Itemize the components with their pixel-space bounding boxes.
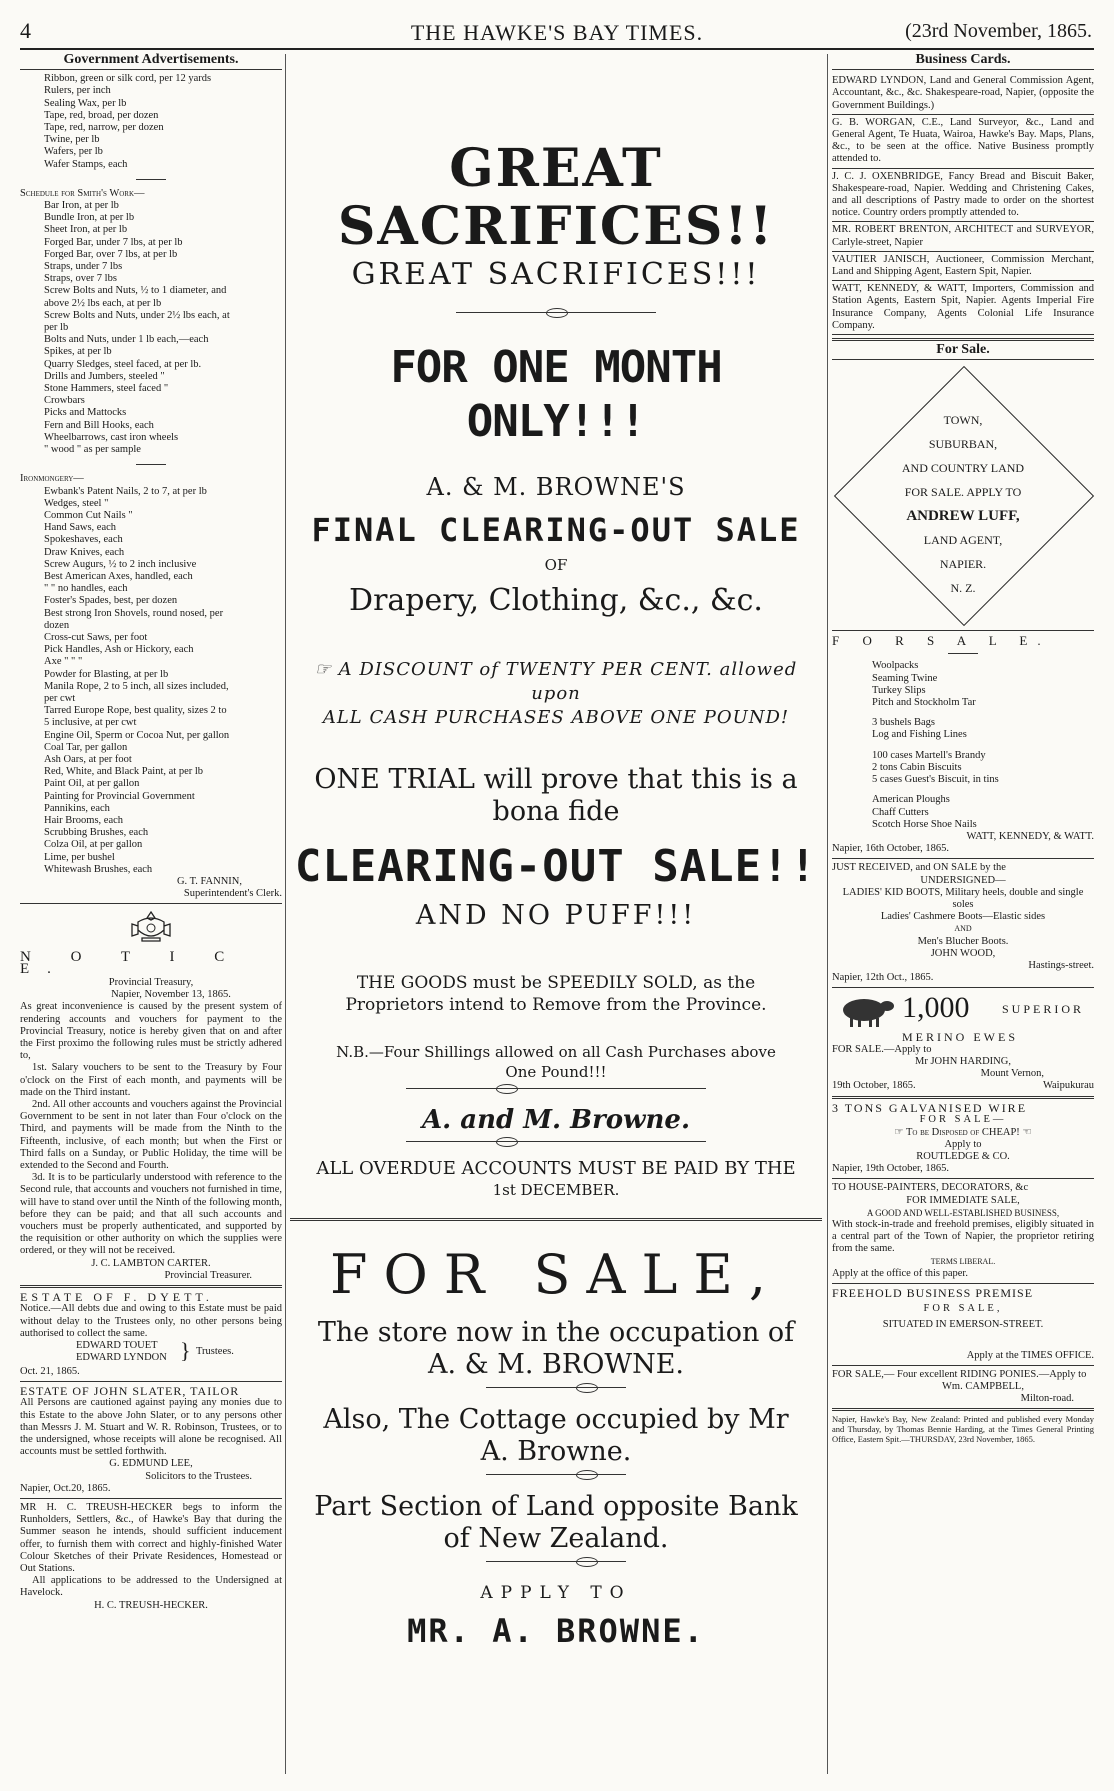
business-card: G. B. WORGAN, C.E., Land Surveyor, &c., Land and General Agent, Te Huata, Wairoa, Hawke's Bay. Maps, Plans, &c., to be seen at the office. Native Business promptly attended to. [832,115,1094,169]
schedule-heading: Ironmongery— [20,473,84,485]
signature-title: Solicitors to the Trustees. [145,1470,252,1482]
list-item: Straps, over 7 lbs [44,273,117,285]
list-item: 5 cases Guest's Biscuit, in tins [872,774,999,786]
freehold-sale: FOR SALE, [923,1303,1003,1315]
freehold-heading: FREEHOLD BUSINESS PREMISE [832,1286,1034,1300]
column-right [832,54,1094,1444]
paint-body: With stock-in-trade and freehold premises, eligibly situated in a central part of the Town of Napier, the proprietor retiring from the same. [832,1218,1094,1255]
page-number: 4 [20,18,31,43]
list-item: Fern and Bill Hooks, each [44,419,154,431]
just-received-date: Napier, 12th Oct., 1865. [832,972,934,984]
notice-place: Provincial Treasury, [108,977,194,989]
riding-ponies: FOR SALE,— Four excellent RIDING PONIES.—Apply to [832,1368,1087,1380]
ewes-merino: MERINO EWES [902,1030,1018,1045]
just-received-2: UNDERSIGNED— [920,874,1006,886]
ewes-place: Mount Vernon, [980,1067,1044,1079]
slater-body: All Persons are cautioned against paying any monies due to this Estate to the above John Slater, or to any persons other than Messrs J. M. Stuart and W. R. Robinson, Trustees, or to the undersigned, whose receipts will alone be recognised. All accounts must be settled forthwith. [20,1397,282,1458]
column-divider [827,54,828,1774]
diamond-text [834,408,1092,600]
newspaper-title: THE HAWKE'S BAY TIMES. [410,20,704,45]
discount-line-2: ALL CASH PURCHASES ABOVE ONE POUND! [322,707,790,728]
ewes-sale: FOR SALE.—Apply to [832,1043,932,1055]
list-item: Pannikins, each [44,802,110,814]
list-item: Hair Brooms, each [44,814,124,826]
royal-crest-icon [20,910,282,948]
business-cards [832,73,1094,335]
list-item: Log and Fishing Lines [872,729,967,741]
list-item [872,786,1094,794]
ewes-footer [832,1080,1094,1093]
divider [20,1381,282,1382]
paint-business: A GOOD AND WELL-ESTABLISHED BUSINESS, [866,1207,1060,1218]
wire-cheap-text: To be Disposed of CHEAP! [906,1126,1020,1138]
diamond-line: SUBURBAN, [928,437,998,452]
list-item: Ash Oars, at per foot [44,753,132,765]
wire-date: Napier, 19th October, 1865. [832,1163,949,1175]
list-item: Wheelbarrows, cast iron wheels [44,431,179,443]
notice-rule: 2nd. All other accounts and vouchers against the Provincial Government to be sent in not later than Four o'clock on the Third, and payments will be made from the Ninth to the Fifteenth, inclusive, of each month; but when the First or Third falls on a Sunday, or Public Holiday, the time will be extended to the Second and Fourth. [20,1099,282,1172]
dyett-body: Notice.—All debts due and owing to this Estate must be paid without delay to the Trustees only, no other persons being authorised to collect the same. [20,1303,282,1339]
column-divider [285,54,286,1774]
freehold-location: SITUATED IN EMERSON-STREET. [882,1319,1044,1331]
signature: JOHN WOOD, [930,947,996,959]
for-sale-list [832,660,1094,830]
list-item: American Ploughs [872,794,950,806]
list-item: above 2½ lbs each, at per lb [44,297,162,309]
headline-one-month: FOR ONE MONTH ONLY!!! [390,342,722,447]
list-item: dozen [44,619,70,631]
list-item: Turkey Slips [872,684,926,696]
divider [832,1365,1094,1366]
wire-heading: 3 TONS GALVANISED WIRE [832,1101,1028,1116]
just-received-6: Men's Blucher Boots. [917,935,1009,947]
signature: J. C. LAMBTON CARTER. [91,1257,211,1269]
list-item: Draw Knives, each [44,546,125,558]
list-item: Pitch and Stockholm Tar [872,697,976,709]
treush-body: MR H. C. TREUSH-HECKER begs to inform the Runholders, Settlers, &c., of Hawke's Bay that during the Summer season he intends, should sufficient inducement offer, to furnish them with correct and highly-finished Water Colour Sketches of their Private Residences, Homestead or Out Stations. [20,1501,282,1574]
treush-body-2: All applications to be addressed to the Undersigned at Havelock. [20,1575,282,1599]
slater-date: Napier, Oct.20, 1865. [20,1482,111,1494]
list-item: 3 bushels Bags [872,717,935,729]
final-clearing-headline: FINAL CLEARING-OUT SALE [311,511,801,549]
list-item: Chaff Cutters [872,806,929,818]
business-card: EDWARD LYNDON, Land and General Commission Agent, Accountant, &c., &c. Shakespeare-road, Napier, (opposite the Government Buildings.) [832,73,1094,115]
pointing-hand-icon: ☜ [1019,1126,1032,1138]
ewes-superior: SUPERIOR [1002,1002,1085,1017]
no-puff-line: AND NO PUFF!!! [415,900,697,931]
list-item [872,742,1094,750]
of-label: OF [544,556,568,574]
paint-sale: FOR IMMEDIATE SALE, [906,1194,1020,1206]
list-item: 100 cases Martell's Brandy [872,749,986,761]
list-item: Common Cut Nails " [44,509,133,521]
list-item: Colza Oil, at per gallon [44,839,143,851]
list-item: Hand Saws, each [44,522,117,534]
list-item: Spokeshaves, each [44,534,123,546]
trustee-name: EDWARD LYNDON [76,1351,167,1363]
column-left [20,54,282,1612]
discount-text: A DISCOUNT of TWENTY PER CENT. allowed upon [338,659,798,704]
apply-to: APPLY TO [480,1583,632,1603]
list-item: Bundle Iron, at per lb [44,212,135,224]
just-received-5: AND [954,924,972,934]
list-item: Spikes, at per lb [44,346,112,358]
section-heading: Business Cards. [915,52,1011,67]
list-item: Painting for Provincial Government [44,790,195,802]
dyett-date: Oct. 21, 1865. [20,1365,80,1377]
list-item: Crowbars [44,395,85,407]
divider [136,179,166,180]
ornament-divider [486,1387,626,1398]
notice-body: As great inconvenience is caused by the present system of rendering accounts and vouchers for payment to the Provincial Treasury, notice is hereby given that on and after the First proximo the following rules must be strictly adhered to, [20,1001,282,1062]
list-item: 5 inclusive, at per cwt [44,717,137,729]
divider [832,1096,1094,1099]
notice-date: Napier, November 13, 1865. [111,989,231,1001]
divider [290,1218,822,1221]
printer-imprint: Napier, Hawke's Bay, New Zealand: Printed and published every Monday and Thursday, by Thomas Bennie Harding, at the Times General Printing Office, Eastern Spit.—THURSDAY, 23rd November, 1865. [832,1414,1094,1445]
schedule-heading: Schedule for Smith's Work— [20,187,145,199]
diamond-line: TOWN, [943,413,983,428]
land-line: Part Section of Land opposite Bank of New Zealand. [314,1491,798,1554]
list-item: Sheet Iron, at per lb [44,224,128,236]
store-owner: A. & M. BROWNE. [427,1349,685,1380]
apply-name: MR. A. BROWNE. [407,1612,705,1650]
list-item: 2 tons Cabin Biscuits [872,761,962,773]
list-item: Wedges, steel " [44,497,109,509]
just-received: JUST RECEIVED, and ON SALE by the [832,862,1006,874]
column-center-advert [290,54,822,1650]
list-item: Sealing Wax, per lb [44,97,127,109]
signature-address: Milton-road. [1020,1393,1074,1405]
list-item: Powder for Blasting, at per lb [44,668,169,680]
divider [20,1498,282,1499]
list-item: Woolpacks [872,660,919,672]
just-received-4: Ladies' Cashmere Boots—Elastic sides [880,911,1046,923]
list-item: Wafers, per lb [44,146,103,158]
overdue-date: 1st DECEMBER. [492,1181,620,1199]
list-item: per lb [44,322,69,334]
issue-date: (23rd November, 1865. [905,20,1092,42]
paint-terms: TERMS LIBERAL. [930,1256,996,1266]
ewes-date: 19th October, 1865. [832,1080,916,1092]
divider [832,1283,1094,1284]
divider [832,858,1094,859]
overdue-line: ALL OVERDUE ACCOUNTS MUST BE PAID BY THE [316,1158,796,1179]
trial-line: ONE TRIAL will prove that this is a bona fide [314,764,798,827]
list-item: Whitewash Brushes, each [44,863,153,875]
masthead-rule [20,48,1094,50]
list-item: Engine Oil, Sperm or Cocoa Nut, per gallon [44,729,230,741]
advertiser-name: A. & M. BROWNE'S [426,473,686,501]
list-item: Ribbon, green or silk cord, per 12 yards [44,73,212,85]
ornament-divider [486,1474,626,1485]
list-item: Scotch Horse Shoe Nails [872,818,977,830]
sheep-icon [836,993,898,1029]
for-sale-heading: F O R S A L E. [832,633,1051,649]
diamond-line: FOR SALE. APPLY TO [904,485,1022,500]
list-item: Bar Iron, at per lb [44,200,119,212]
list-item: Forged Bar, under 7 lbs, at per lb [44,236,183,248]
notice-rule: 1st. Salary vouchers to be sent to the Treasury by Four o'clock on the First of each month, and payments will be made on the Third instant. [20,1062,282,1098]
signature: Wm. CAMPBELL, [942,1381,1024,1393]
list-item: Best strong Iron Shovels, round nosed, per [44,607,224,619]
list-item: " " no handles, each [44,583,128,595]
price-list [20,200,282,456]
drapery-line: Drapery, Clothing, &c., &c. [349,583,763,618]
just-received-3: LADIES' KID BOOTS, Military heels, double and single soles [842,886,1084,910]
signature: G. T. FANNIN, [176,876,242,887]
signature-browne: A. and M. Browne. [421,1105,691,1135]
slater-heading: ESTATE OF JOHN SLATER, TAILOR [20,1384,240,1399]
list-item: Screw Bolts and Nuts, ½ to 1 diameter, and [44,285,227,297]
diamond-line: N. Z. [950,581,976,596]
diamond-line: NAPIER. [939,557,987,572]
list-item: Paint Oil, at per gallon [44,778,140,790]
wire-name: ROUTLEDGE & CO. [916,1150,1010,1162]
list-item [872,709,1094,717]
divider [832,69,1094,70]
trustees-label: Trustees. [196,1345,234,1357]
ewes-heading [832,991,1094,1031]
list-item: Quarry Sledges, steel faced, at per lb. [44,358,202,370]
divider [832,630,1094,631]
freehold-apply: Apply at the TIMES OFFICE. [966,1349,1094,1361]
business-card: WATT, KENNEDY, & WATT, Importers, Commission and Station Agents, Eastern Spit, Napier. Agents Imperial Fire Insurance Company, Agents Colonial Life Insurance Company. [832,281,1094,335]
divider [20,903,282,904]
section-heading: For Sale. [936,342,990,358]
dyett-heading: ESTATE OF F. DYETT. [20,1290,213,1305]
list-item: Tape, red, narrow, per dozen [44,122,164,134]
list-item: Stone Hammers, steel faced " [44,383,169,395]
masthead [0,18,1114,48]
business-card: MR. ROBERT BRENTON, ARCHITECT and SURVEYOR, Carlyle-street, Napier [832,222,1094,251]
ornament-divider [406,1088,706,1099]
list-item: Lime, per bushel [44,851,115,863]
list-item: Bolts and Nuts, under 1 lb each,—each [44,334,209,346]
signature: WATT, KENNEDY, & WATT. [966,830,1094,842]
diamond-line: AND COUNTRY LAND [901,461,1025,476]
divider [948,653,978,654]
divider [136,464,166,465]
ewes-name: Mr JOHN HARDING, [915,1055,1011,1067]
store-line: The store now in the occupation of [317,1317,795,1348]
pointing-hand-icon: ☞ [894,1126,907,1138]
signature-address: Hastings-street. [1028,959,1094,971]
cottage-line: Also, The Cottage occupied by Mr A. Browne. [323,1404,789,1467]
dyett-trustees: EDWARD TOUET EDWARD LYNDON } Trustees. [76,1337,234,1363]
list-item: Tarred Europe Rope, best quality, sizes 2 to [44,705,227,717]
list-item: Cross-cut Saws, per foot [44,631,148,643]
notice-rule: 3d. It is to be particularly understood with reference to the Second rule, that accounts and vouchers not furnished in time, will have to stand over until the Ninth of the following month, before they can be paid; and that all such accounts and vouchers must be properly authenticated, and supported by the requisition or other authority on which the supplies were ordered, or they will not be received. [20,1172,282,1257]
list-item: Screw Bolts and Nuts, under 2½ lbs each, at [44,309,230,321]
signature-title: Superintendent's Clerk. [183,888,282,900]
list-item: Ewbank's Patent Nails, 2 to 7, at per lb [44,485,207,497]
paint-heading: TO HOUSE-PAINTERS, DECORATORS, &c [832,1182,1029,1194]
list-item: Pick Handles, Ash or Hickory, each [44,644,194,656]
list-item: Manila Rope, 2 to 5 inch, all sizes included, [44,680,229,692]
clearing-headline: CLEARING-OUT SALE!! [294,841,818,892]
discount-line [290,658,822,706]
paint-apply: Apply at the office of this paper. [832,1267,968,1279]
headline-great-sacrifices: GREAT SACRIFICES!! [337,138,775,257]
list-item: Wafer Stamps, each [44,158,128,170]
pointing-hand-icon: ☞ [314,659,339,680]
list-item: Twine, per lb [44,134,100,146]
list-item: Picks and Mattocks [44,407,127,419]
ornament-divider [456,312,656,323]
diamond-line: ANDREW LUFF, [906,508,1020,525]
ornament-divider [486,1561,626,1572]
price-list [20,73,282,171]
wire-apply: Apply to [944,1138,982,1150]
land-diamond-ad [834,366,1092,624]
wire-cheap [832,1127,1094,1139]
list-item: Tape, red, broad, per dozen [44,109,159,121]
list-item: Forged Bar, over 7 lbs, at per lb [44,248,178,260]
list-item: Scrubbing Brushes, each [44,827,149,839]
list-item: Straps, under 7 lbs [44,261,123,273]
notice-heading: N O T I C E. [20,948,243,977]
for-sale-headline: FOR SALE, [330,1243,782,1306]
signature: H. C. TREUSH-HECKER. [94,1599,208,1611]
divider [832,1408,1094,1411]
divider [832,987,1094,988]
price-list [20,486,282,877]
trustee-name: EDWARD TOUET [76,1339,158,1351]
subheadline-great-sacrifices: GREAT SACRIFICES!!! [351,257,761,292]
diamond-line: LAND AGENT, [923,533,1003,548]
goods-line: THE GOODS must be SPEEDILY SOLD, as the Proprietors intend to Remove from the Province. [345,973,767,1015]
list-item: Rulers, per inch [44,85,111,97]
signature-title: Provincial Treasurer. [164,1269,252,1281]
list-item: Best American Axes, handled, each [44,570,193,582]
list-item: Drills and Jumbers, steeled " [44,370,165,382]
business-card: J. C. J. OXENBRIDGE, Fancy Bread and Biscuit Baker, Shakespeare-road, Napier. Wedding and Christening Cakes, and all descriptions of Pastry made to order on the shortest notice. Country orders promptly attended to. [832,169,1094,223]
list-item: " wood " as per sample [44,444,141,456]
divider [20,1285,282,1288]
section-heading: Government Advertisements. [63,52,239,67]
business-card: VAUTIER JANISCH, Auctioneer, Commission Merchant, Land and Shipping Agent, Eastern Spit, Napier. [832,252,1094,281]
list-item: per cwt [44,692,76,704]
ewes-number: 1,000 [902,991,970,1025]
list-item: Red, White, and Black Paint, at per lb [44,766,204,778]
nb-line: N.B.—Four Shillings allowed on all Cash Purchases above One Pound!!! [336,1043,776,1081]
for-sale-date: Napier, 16th October, 1865. [832,843,949,855]
divider [832,338,1094,341]
list-item: Screw Augurs, ½ to 2 inch inclusive [44,558,197,570]
divider [832,359,1094,360]
signature: G. EDMUND LEE, [109,1458,193,1470]
ewes-place-2: Waipukurau [1042,1080,1094,1092]
list-item: Foster's Spades, best, per dozen [44,595,178,607]
list-item: Seaming Twine [872,672,938,684]
divider [20,69,282,70]
list-item: Coal Tar, per gallon [44,741,128,753]
wire-sale: FOR SALE— [919,1114,1007,1126]
ornament-divider [406,1141,706,1152]
list-item: Axe " " " [44,656,83,668]
divider [832,1178,1094,1179]
